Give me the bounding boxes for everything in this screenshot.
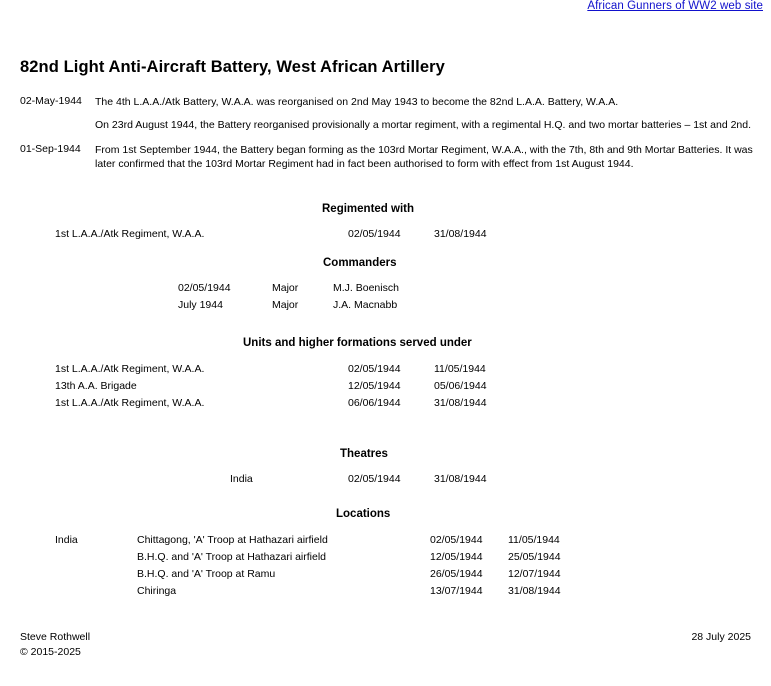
section-heading-locations: Locations	[336, 508, 391, 520]
to-date: 31/08/1944	[434, 228, 487, 240]
commander-date: July 1944	[178, 299, 223, 311]
page-footer	[20, 630, 751, 660]
to-date: 11/05/1944	[508, 534, 560, 546]
from-date: 13/07/1944	[430, 585, 483, 597]
to-date: 25/05/1944	[508, 551, 561, 563]
section-locations	[0, 508, 771, 602]
section-formations	[0, 337, 771, 414]
history-entry-text: From 1st September 1944, the Battery began forming as the 103rd Mortar Regiment, W.A.A., with the 7th, 8th and 9th Mortar Batteries. It was later confirmed that the 103rd Mortar Regiment had in fact been authorised to form with effect from 1st August 1944.	[95, 144, 753, 170]
commander-name: J.A. Macnabb	[333, 299, 398, 311]
commander-rank: Major	[272, 299, 299, 311]
location-country: India	[55, 534, 78, 546]
from-date: 26/05/1944	[430, 568, 483, 580]
location-place: B.H.Q. and 'A' Troop at Hathazari airfield	[137, 551, 327, 563]
from-date: 02/05/1944	[348, 228, 401, 240]
section-heading-formations: Units and higher formations served under	[243, 337, 472, 349]
footer-date: 28 July 2025	[691, 631, 751, 643]
location-place: Chittagong, 'A' Troop at Hathazari airfield	[137, 534, 328, 546]
to-date: 12/07/1944	[508, 568, 561, 580]
theatres-rows	[0, 473, 771, 490]
history-entry	[20, 95, 755, 109]
table-row	[0, 282, 771, 299]
regiment-name: 1st L.A.A./Atk Regiment, W.A.A.	[55, 228, 205, 240]
footer-bottom-row	[20, 645, 751, 660]
history-entry-date: 02-May-1944	[20, 95, 82, 107]
section-regimented-with	[0, 203, 771, 245]
to-date: 05/06/1944	[434, 380, 487, 392]
page-title: 82nd Light Anti-Aircraft Battery, West African Artillery	[20, 58, 445, 76]
locations-rows	[0, 534, 771, 602]
table-row	[0, 380, 771, 397]
section-theatres	[0, 448, 771, 490]
formation-name: 13th A.A. Brigade	[55, 380, 137, 392]
formation-name: 1st L.A.A./Atk Regiment, W.A.A.	[55, 397, 205, 409]
table-row	[0, 473, 771, 490]
history-entry-continued	[20, 118, 755, 132]
from-date: 12/05/1944	[430, 551, 483, 563]
footer-copyright: © 2015-2025	[20, 646, 81, 658]
formation-name: 1st L.A.A./Atk Regiment, W.A.A.	[55, 363, 205, 375]
from-date: 02/05/1944	[430, 534, 483, 546]
history-entry	[20, 143, 755, 171]
table-row	[0, 228, 771, 245]
history-entry-text: On 23rd August 1944, the Battery reorganised provisionally a mortar regiment, with a regimental H.Q. and two mortar batteries – 1st and 2nd.	[95, 119, 752, 131]
location-place: B.H.Q. and 'A' Troop at Ramu	[137, 568, 276, 580]
to-date: 31/08/1944	[434, 473, 487, 485]
theatre-name: India	[230, 473, 253, 485]
commander-date: 02/05/1944	[178, 282, 231, 294]
african-gunners-web-site-link[interactable]: African Gunners of WW2 web site	[587, 0, 763, 12]
top-link-bar	[0, 0, 771, 18]
to-date: 31/08/1944	[508, 585, 561, 597]
table-row	[0, 551, 771, 568]
section-heading-commanders: Commanders	[323, 257, 397, 269]
regimented-with-rows	[0, 228, 771, 245]
section-commanders	[0, 257, 771, 316]
commanders-rows	[0, 282, 771, 316]
table-row	[0, 585, 771, 602]
formations-rows	[0, 363, 771, 414]
history-entries	[20, 95, 755, 180]
table-row	[0, 568, 771, 585]
location-place: Chiringa	[137, 585, 177, 597]
from-date: 02/05/1944	[348, 363, 401, 375]
table-row	[0, 534, 771, 551]
table-row	[0, 299, 771, 316]
to-date: 11/05/1944	[434, 363, 486, 375]
section-heading-theatres: Theatres	[340, 448, 388, 460]
to-date: 31/08/1944	[434, 397, 487, 409]
from-date: 06/06/1944	[348, 397, 401, 409]
footer-author: Steve Rothwell	[20, 631, 91, 643]
commander-name: M.J. Boenisch	[333, 282, 399, 294]
from-date: 02/05/1944	[348, 473, 401, 485]
footer-top-row	[20, 630, 751, 645]
table-row	[0, 363, 771, 380]
history-entry-text: The 4th L.A.A./Atk Battery, W.A.A. was reorganised on 2nd May 1943 to become the 82nd L.A.A. Battery, W.A.A.	[95, 96, 619, 108]
section-heading-regimented-with: Regimented with	[322, 203, 415, 215]
table-row	[0, 397, 771, 414]
history-entry-date: 01-Sep-1944	[20, 143, 81, 155]
from-date: 12/05/1944	[348, 380, 401, 392]
commander-rank: Major	[272, 282, 299, 294]
